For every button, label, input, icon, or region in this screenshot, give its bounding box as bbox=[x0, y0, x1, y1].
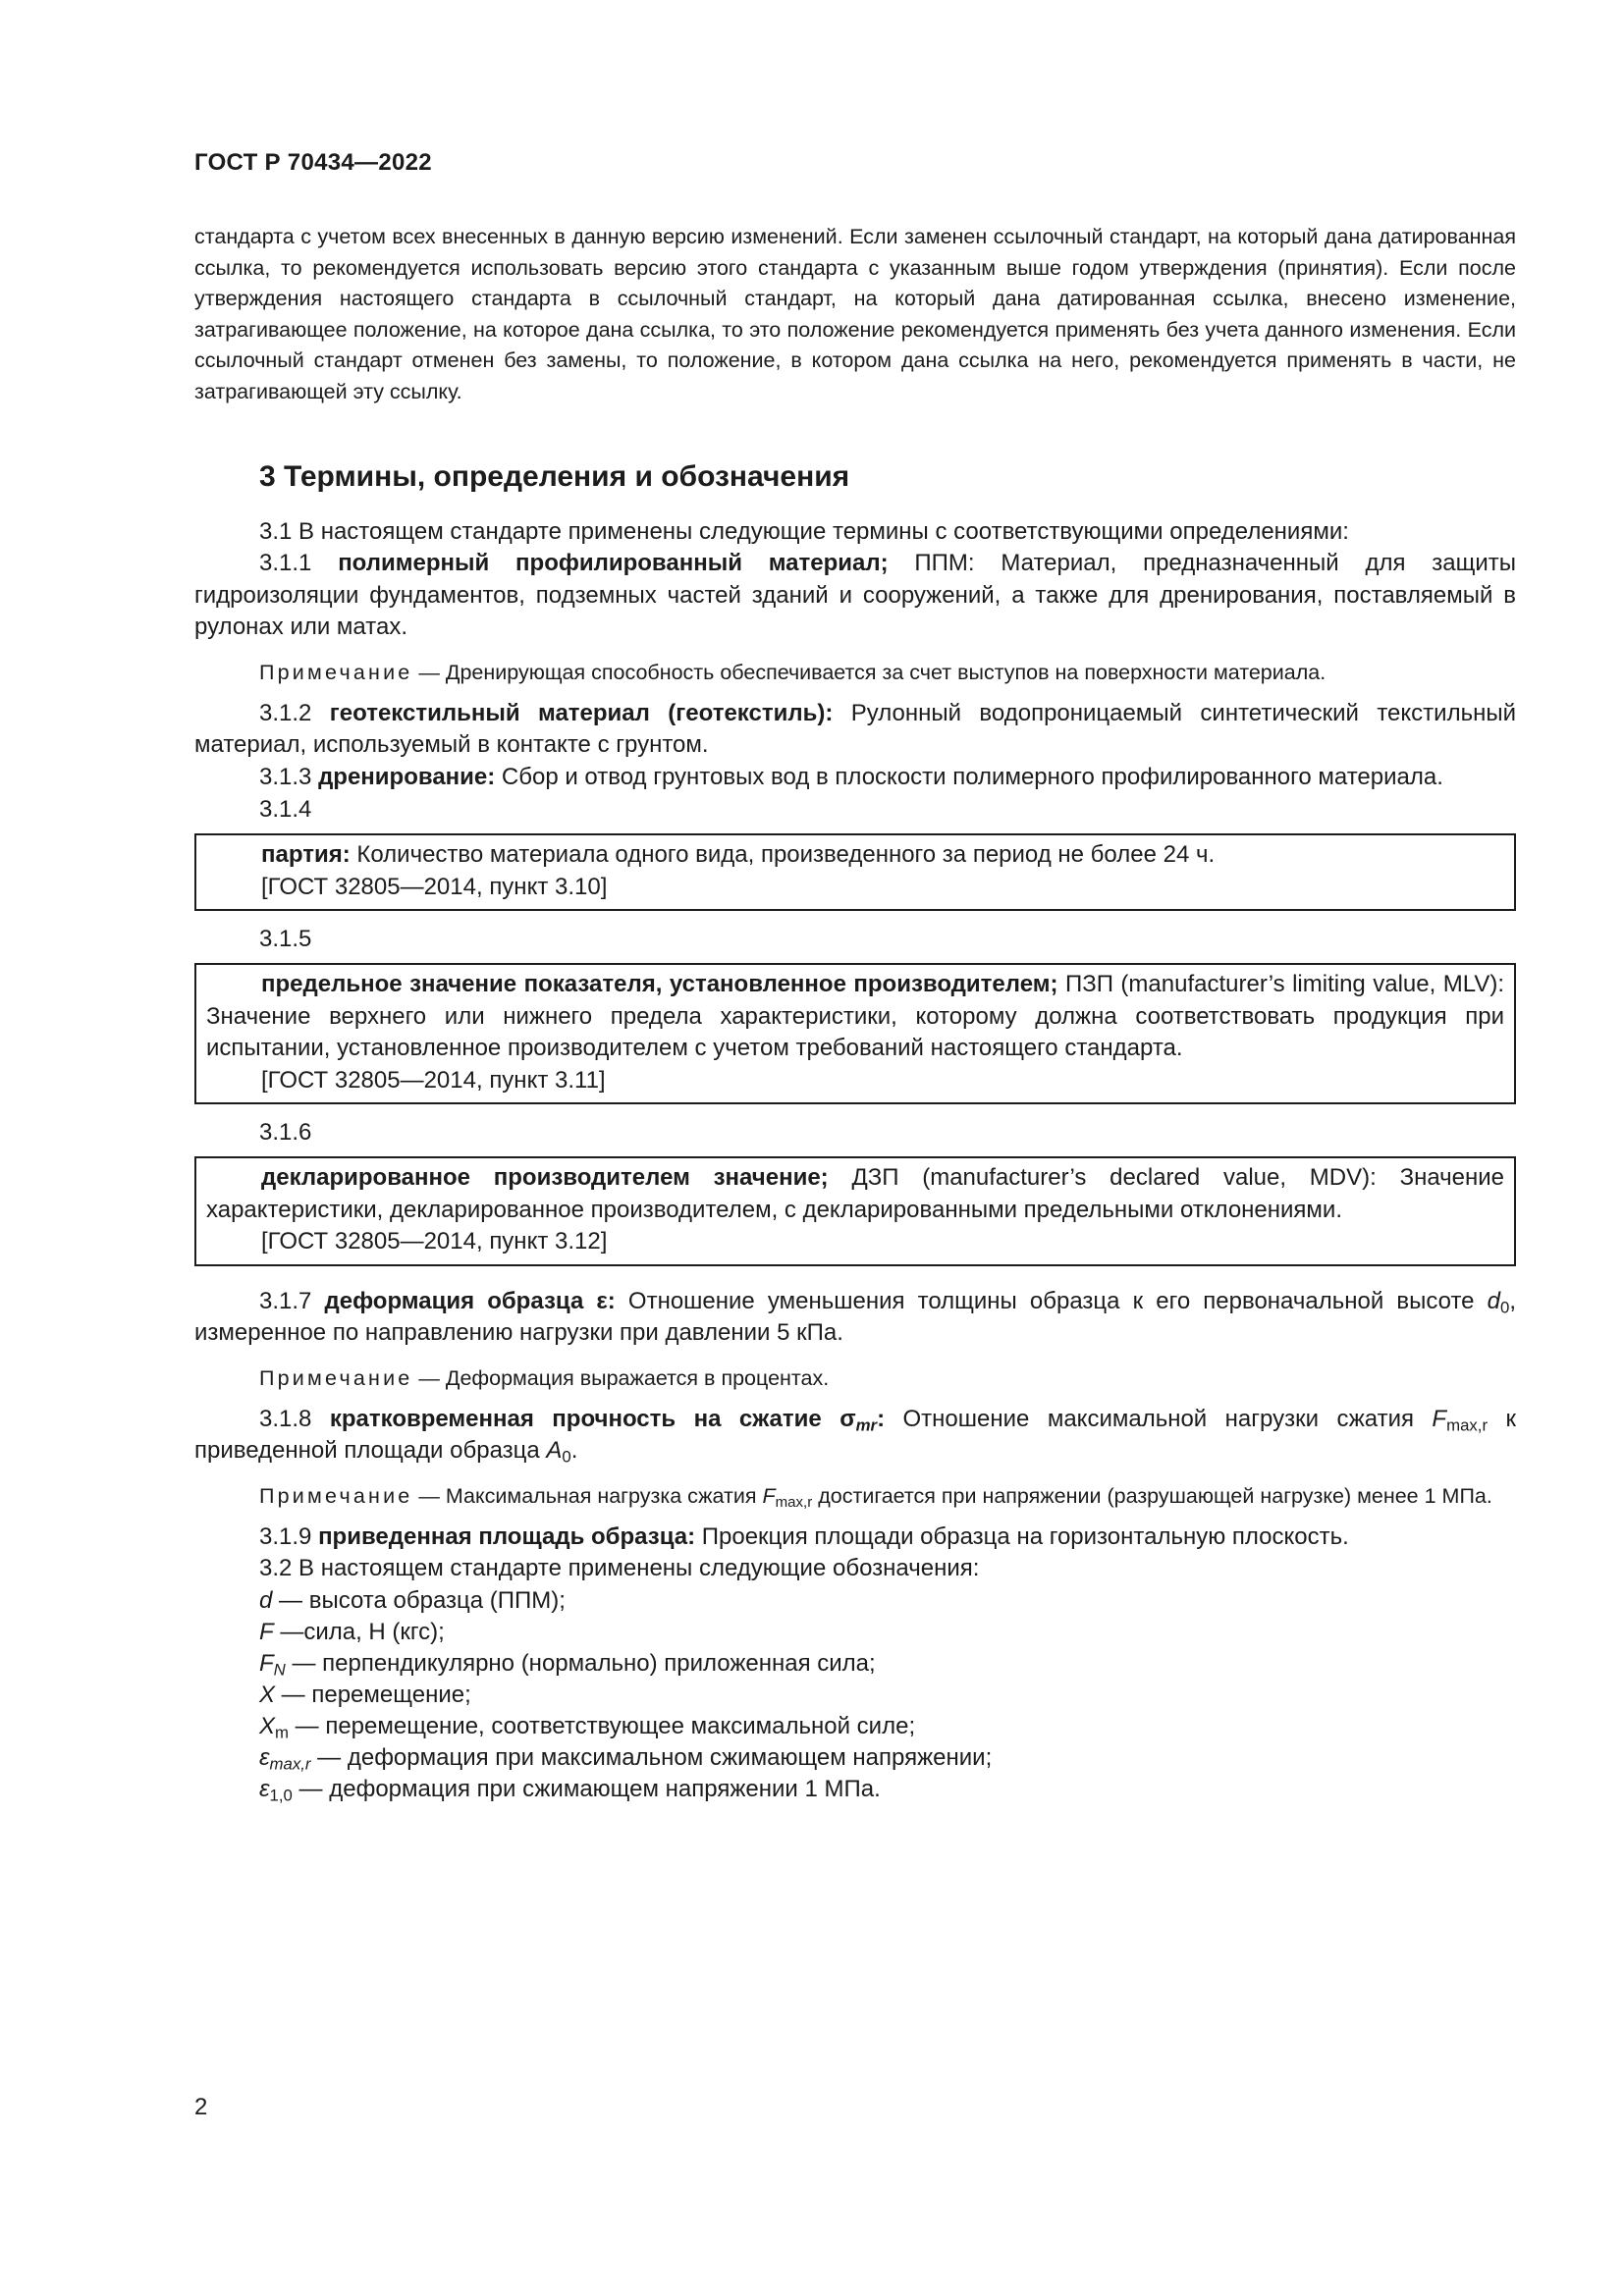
term-number: 3.1.8 bbox=[259, 1405, 312, 1432]
section-title: 3 Термины, определения и обозначения bbox=[259, 459, 850, 493]
symbol-subscript: m bbox=[275, 1723, 289, 1742]
term-definition: Рулонный водопроницаемый синтетический текстильный материал, используемый в контакте с грунтом. bbox=[194, 699, 1516, 759]
symbol: d bbox=[259, 1586, 273, 1614]
term-colon: : bbox=[877, 1405, 886, 1432]
symbol: ε bbox=[259, 1775, 270, 1802]
term-number: 3.1.1 bbox=[259, 550, 312, 577]
note-text: — Деформация выражается в процентах. bbox=[412, 1365, 830, 1390]
paragraph-3-1: 3.1 В настоящем стандарте применены следующие термины с соответствующими определениями: bbox=[259, 517, 1349, 545]
term-name: приведенная площадь образца: bbox=[318, 1522, 696, 1550]
term-definition: Отношение уменьшения толщины образца к его первоначальной высоте bbox=[615, 1287, 1488, 1314]
symbol-f-subscript: max,r bbox=[1446, 1415, 1489, 1435]
term-number: 3.1.2 bbox=[259, 699, 312, 726]
symbol-a: A bbox=[546, 1437, 563, 1465]
symbol-subscript: N bbox=[273, 1660, 286, 1680]
term-definition: ДЗП (manufacturer’s declared value, MDV): Значение характеристики, декларированное производителем, с декларированными предельными отклонениями. bbox=[206, 1164, 1504, 1223]
note-3-1-8 bbox=[194, 1481, 1516, 1512]
term-name-text: кратковременная прочность на сжатие σ bbox=[329, 1405, 856, 1432]
term-definition-mid: к приведенной площади образца bbox=[194, 1405, 1516, 1465]
term-name: декларированное производителем значение; bbox=[261, 1164, 829, 1192]
term-definition: Проекция площади образца на горизонтальную плоскость. bbox=[695, 1522, 1349, 1550]
definition-box-3-1-6 bbox=[194, 1156, 1516, 1266]
document-header: ГОСТ Р 70434—2022 bbox=[194, 149, 432, 176]
symbol-description: — деформация при сжимающем напряжении 1 МПа. bbox=[292, 1775, 881, 1802]
definition-box-3-1-5 bbox=[194, 963, 1516, 1104]
term-reference: [ГОСТ 32805—2014, пункт 3.11] bbox=[261, 1066, 606, 1094]
symbol-item bbox=[259, 1742, 1516, 1774]
term-number-3-1-6: 3.1.6 bbox=[259, 1119, 312, 1147]
symbol: X bbox=[259, 1681, 276, 1708]
box-definition bbox=[206, 1162, 1504, 1226]
term-name: полимерный профилированный материал; bbox=[338, 550, 889, 577]
term-definition-end: . bbox=[570, 1437, 578, 1465]
page-content bbox=[194, 222, 1516, 1805]
symbol-a-subscript: 0 bbox=[562, 1447, 571, 1467]
term-3-1-7 bbox=[194, 1286, 1516, 1350]
term-number-3-1-5: 3.1.5 bbox=[259, 926, 312, 953]
term-definition: ППМ: Материал, предназначенный для защиты гидроизоляции фундаментов, подземных частей зданий и сооружений, а также для дренирования, поставляемый в рулонах или матах. bbox=[194, 550, 1516, 641]
intro-paragraph: стандарта с учетом всех внесенных в данную версию изменений. Если заменен ссылочный стандарт, на который дана датированная ссылка, то рекомендуется использовать версию этого стандарта с указанным выше годом утверждения (принятия). Если после утверждения настоящего стандарта в ссылочный стандарт, на который дана датированная ссылка, внесено изменение, затрагивающее положение, на которое дана ссылка, то это положение рекомендуется применять без учета данного изменения. Если ссылочный стандарт отменен без замены, то положение, в котором дана ссылка на него, рекомендуется применять в части, не затрагивающей эту ссылку. bbox=[194, 225, 1516, 403]
symbol-item bbox=[259, 1648, 1516, 1680]
symbol: F bbox=[259, 1649, 274, 1677]
symbol-subscript: max,r bbox=[269, 1754, 311, 1774]
symbol: F bbox=[259, 1618, 274, 1645]
box-definition bbox=[206, 969, 1504, 1065]
symbol-subscript: 0 bbox=[1499, 1298, 1510, 1317]
note-text: — Максимальная нагрузка сжатия bbox=[412, 1483, 763, 1508]
symbol-f-subscript: max,r bbox=[775, 1493, 813, 1511]
note-label: Примечание bbox=[259, 660, 413, 684]
term-definition: ПЗП (manufacturer’s limiting value, MLV): Значение верхнего или нижнего предела характеристики, которому должна соответствовать продукция при испытании, установленное производителем с учетом требований настоящего стандарта. bbox=[206, 971, 1504, 1062]
symbol-description: — перемещение, соответствующее максимальной силе; bbox=[289, 1712, 916, 1739]
term-definition: Количество материала одного вида, произведенного за период не более 24 ч. bbox=[350, 841, 1216, 869]
symbol-item bbox=[259, 1617, 1516, 1648]
symbol-item bbox=[259, 1711, 1516, 1742]
symbol-item bbox=[259, 1585, 1516, 1617]
term-number: 3.1.7 bbox=[259, 1287, 312, 1314]
symbol-f: F bbox=[762, 1483, 776, 1508]
term-subscript: mr bbox=[855, 1415, 878, 1435]
note-3-1-7 bbox=[194, 1363, 1516, 1394]
term-number: 3.1.3 bbox=[259, 763, 312, 790]
definition-box-3-1-4 bbox=[194, 833, 1516, 911]
symbol-subscript: 1,0 bbox=[269, 1786, 293, 1805]
page-number: 2 bbox=[194, 2094, 208, 2120]
term-reference: [ГОСТ 32805—2014, пункт 3.10] bbox=[261, 873, 608, 900]
term-definition: Сбор и отвод грунтовых вод в плоскости полимерного профилированного материала. bbox=[495, 763, 1443, 790]
term-definition: Отношение максимальной нагрузки сжатия bbox=[885, 1405, 1433, 1432]
symbol: d bbox=[1487, 1287, 1500, 1314]
term-3-1-3 bbox=[194, 762, 1516, 794]
symbols-list bbox=[194, 1585, 1516, 1805]
term-name: геотекстильный материал (геотекстиль): bbox=[329, 699, 834, 726]
paragraph-3-2: 3.2 В настоящем стандарте применены следующие обозначения: bbox=[259, 1555, 980, 1582]
term-definition-end: , измеренное по направлению нагрузки при давлении 5 кПа. bbox=[194, 1287, 1516, 1347]
symbol: ε bbox=[259, 1743, 270, 1771]
symbol-description: — перпендикулярно (нормально) приложенная сила; bbox=[285, 1649, 876, 1677]
symbol-f: F bbox=[1432, 1405, 1447, 1432]
term-3-1-2 bbox=[194, 698, 1516, 762]
term-reference: [ГОСТ 32805—2014, пункт 3.12] bbox=[261, 1228, 608, 1255]
note-text: — Дренирующая способность обеспечивается за счет выступов на поверхности материала. bbox=[412, 660, 1326, 684]
term-name: предельное значение показателя, установленное производителем; bbox=[261, 971, 1058, 998]
term-name: партия: bbox=[261, 841, 351, 869]
symbol-item bbox=[259, 1774, 1516, 1805]
symbol-item bbox=[259, 1680, 1516, 1711]
note-text-end: достигается при напряжении (разрушающей нагрузке) менее 1 МПа. bbox=[812, 1483, 1492, 1508]
symbol-description: — перемещение; bbox=[275, 1681, 471, 1708]
term-3-1-1 bbox=[194, 548, 1516, 644]
note-label: Примечание bbox=[259, 1365, 413, 1390]
symbol-description: — высота образца (ППМ); bbox=[272, 1586, 566, 1614]
note-3-1-1 bbox=[194, 658, 1516, 688]
box-definition bbox=[206, 839, 1504, 872]
term-3-1-8 bbox=[194, 1404, 1516, 1468]
symbol-description: — деформация при максимальном сжимающем напряжении; bbox=[310, 1743, 993, 1771]
term-number: 3.1.9 bbox=[259, 1522, 312, 1550]
term-name: дренирование: bbox=[318, 763, 496, 790]
symbol: X bbox=[259, 1712, 276, 1739]
symbol-description: —сила, Н (кгс); bbox=[273, 1618, 445, 1645]
term-3-1-9 bbox=[194, 1522, 1516, 1554]
term-number-3-1-4: 3.1.4 bbox=[259, 796, 312, 824]
term-name bbox=[329, 1405, 886, 1435]
term-name: деформация образца ε: bbox=[324, 1287, 616, 1314]
note-label: Примечание bbox=[259, 1483, 413, 1508]
